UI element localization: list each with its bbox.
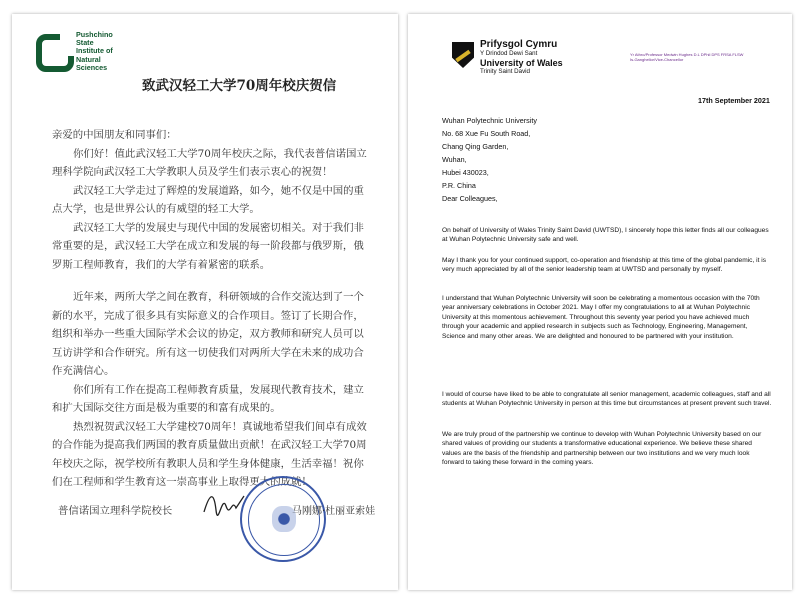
letter-title: 致武汉轻工大学70周年校庆贺信 xyxy=(142,78,337,94)
vc-name: Yr Athro/Professor Medwin Hughes D.L DPhil DPS FRSA FLSW xyxy=(630,52,744,57)
paragraph: We are truly proud of the partnership we continue to develop with Wuhan Polytechnic University based on our shared values of providing our students a transformative educational experience. We believe these shared values are the basis of the friendship and partnership between our two institutions and we very much look forward to taking these forward in the coming years. xyxy=(442,431,762,467)
signature-icon xyxy=(202,488,246,518)
recipient-address xyxy=(442,114,537,192)
paragraph: May I thank you for your continued support, co-operation and friendship at this time of the global pandemic, it is very much appreciated by all of the senior leadership team at UWTSD and personally by myself. xyxy=(442,257,767,274)
address-line: Hubei 430023, xyxy=(442,168,489,177)
greeting: 亲爱的中国朋友和同事们： xyxy=(52,129,177,141)
paragraph: 你们所有工作在提高工程师教育质量，发展现代教育技术，建立和扩大国际交往方面是极为重要的和富有成果的。 xyxy=(52,383,364,414)
paragraph: I would of course have liked to be able to congratulate all senior management, academic colleagues, staff and all students at Wuhan Polytechnic University in person at this time but circumstances at present prevent such travel. xyxy=(442,391,772,408)
address-line: No. 68 Xue Fu South Road, xyxy=(442,129,531,138)
paragraph: 你们好！值此武汉轻工大学70周年校庆之际，我代表普信诺国立理科学院向武汉轻工大学教职人员及学生们表示衷心的祝贺！ xyxy=(52,147,367,178)
logo-line: University of Wales xyxy=(480,58,563,68)
address-line: Wuhan, xyxy=(442,155,467,164)
logo-line: Natural xyxy=(76,54,101,64)
paragraph: I understand that Wuhan Polytechnic University will soon be celebrating a momentous occasion with the 70th year anniversary celebrations in October 2021. May I offer my congratulations to all at Wuhan Polytechnic University at this momentous achievement. Throughout this seventy year period you have achieved much through your academic and applied research in subjects such as Technology, Engineering, Management, Science and many other areas. We are delighted and honoured to be partnered with your institution. xyxy=(442,295,760,340)
pushchino-letter-page xyxy=(12,14,398,590)
uwtsd-logo-text xyxy=(480,40,563,76)
logo-line: Sciences xyxy=(76,62,108,72)
paragraph: 武汉轻工大学的发展史与现代中国的发展密切相关。对于我们非常重要的是，武汉轻工大学在成立和发展的每一阶段都与俄罗斯，俄罗斯工程师教育，我们的大学有着紧密的联系。 xyxy=(52,221,364,271)
paragraph: 近年来，两所大学之间在教育，科研领域的合作交流达到了一个新的水平，完成了很多具有实际意义的合作项目。签订了长期合作，组织和举办一些重大国际学术会议的协定，双方教师和研究人员可以互访讲学和合作研究。所有这一切使我们对两所大学在未来的成功合作充满信心。 xyxy=(52,291,364,377)
uwtsd-shield-icon xyxy=(452,42,474,68)
signer-title: 普信诺国立理科学院校长 xyxy=(58,505,173,517)
salutation: Dear Colleagues, xyxy=(442,194,498,203)
paragraph: On behalf of University of Wales Trinity Saint David (UWTSD), I sincerely hope this letter finds all our colleagues at Wuhan Polytechnic University safe and well. xyxy=(442,227,769,244)
pushchino-logo-icon xyxy=(36,34,74,72)
address-line: Wuhan Polytechnic University xyxy=(442,116,537,125)
address-line: P.R. China xyxy=(442,181,476,190)
logo-line: Y Drindod Dewi Sant xyxy=(480,50,538,57)
paragraph: 武汉轻工大学走过了辉煌的发展道路，如今，她不仅是中国的重点大学，也是世界公认的有威望的轻工大学。 xyxy=(52,184,364,215)
logo-line: Prifysgol Cymru xyxy=(480,39,558,50)
logo-line: Pushchino xyxy=(76,30,113,39)
vice-chancellor-line xyxy=(630,52,743,62)
vc-role: Is-Ganghellor/Vice-Chancellor xyxy=(630,57,684,62)
uwtsd-letter-page xyxy=(408,14,792,590)
paragraph: 热烈祝贺武汉轻工大学建校70周年！真诚地希望我们间卓有成效的合作能为提高我们两国的教育质量做出贡献！在武汉轻工大学70周年校庆之际，祝学校所有教职人员和学生身体健康，生活幸福！祝你们在工程师和学生教育这一崇高事业上取得更大的成就！ xyxy=(52,420,367,488)
logo-line: Institute of xyxy=(76,46,113,56)
letter-date: 17th September 2021 xyxy=(698,96,770,105)
logo-line: Trinity Saint David xyxy=(480,68,530,75)
letter-body xyxy=(52,126,372,492)
pushchino-logo-text xyxy=(76,31,113,72)
official-seal-icon xyxy=(240,476,326,562)
signer-name: 马刚娜·杜丽亚索娃 xyxy=(292,506,376,517)
logo-line: State xyxy=(76,38,94,48)
address-line: Chang Qing Garden, xyxy=(442,142,509,151)
